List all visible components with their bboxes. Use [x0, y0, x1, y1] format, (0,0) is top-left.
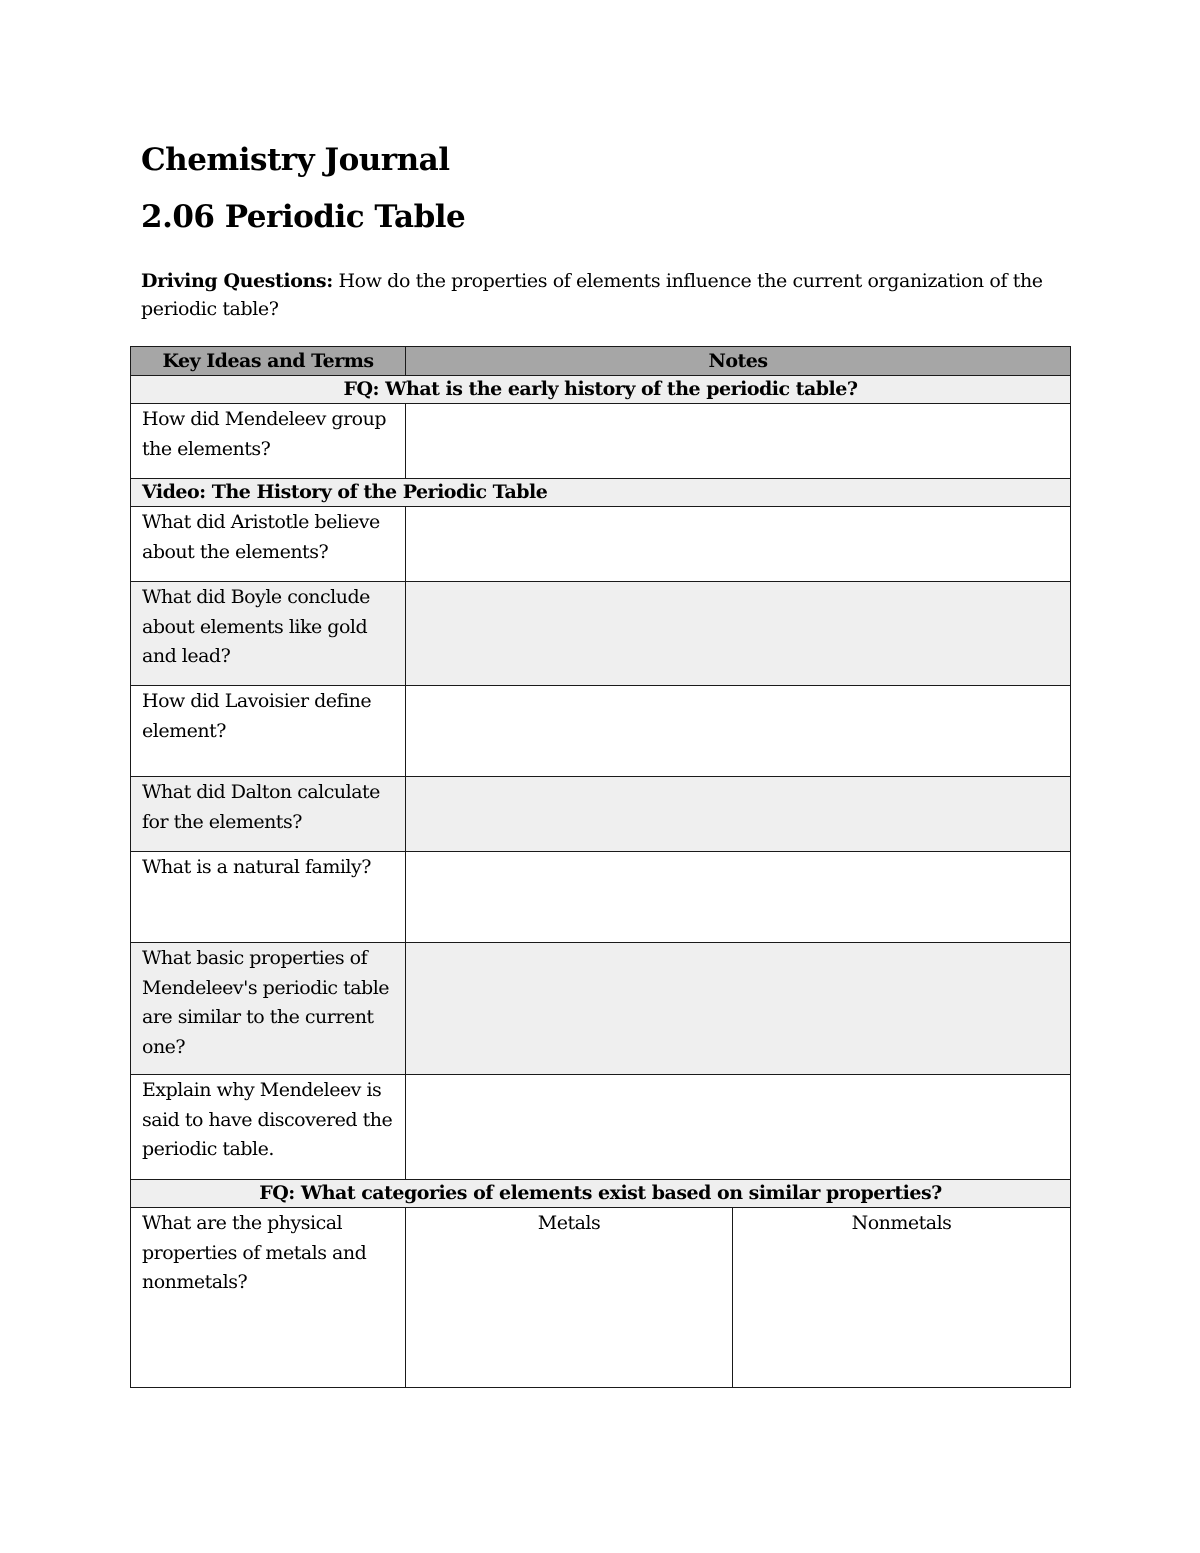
journal-table — [130, 346, 1071, 1388]
notes-cell[interactable] — [406, 582, 1071, 686]
question-boyle: What did Boyle conclude about elements like gold and lead? — [131, 582, 406, 686]
metals-column[interactable] — [406, 1208, 733, 1388]
header-notes: Notes — [406, 347, 1071, 376]
video-title: Video: The History of the Periodic Table — [131, 479, 1071, 507]
question-natural-family: What is a natural family? — [131, 852, 406, 943]
focus-question-row — [131, 1180, 1071, 1208]
question-physical-properties: What are the physical properties of metals and nonmetals? — [131, 1208, 406, 1388]
driving-questions-text: How do the properties of elements influence the current organization of the periodic table? — [141, 270, 1043, 320]
question-mendeleev-group: How did Mendeleev group the elements? — [131, 404, 406, 479]
table-row — [131, 507, 1071, 582]
question-basic-properties: What basic properties of Mendeleev's periodic table are similar to the current one? — [131, 943, 406, 1075]
question-dalton: What did Dalton calculate for the elements? — [131, 777, 406, 852]
table-row — [131, 1208, 1071, 1388]
notes-cell[interactable] — [406, 852, 1071, 943]
question-explain-mendeleev: Explain why Mendeleev is said to have discovered the periodic table. — [131, 1075, 406, 1180]
question-aristotle: What did Aristotle believe about the elements? — [131, 507, 406, 582]
table-row — [131, 777, 1071, 852]
table-row — [131, 852, 1071, 943]
notes-cell[interactable] — [406, 404, 1071, 479]
notes-cell[interactable] — [406, 686, 1071, 777]
focus-question-1: FQ: What is the early history of the periodic table? — [131, 376, 1071, 404]
document-subtitle: 2.06 Periodic Table — [141, 199, 466, 235]
table-row — [131, 943, 1071, 1075]
question-lavoisier: How did Lavoisier define element? — [131, 686, 406, 777]
table-row — [131, 404, 1071, 479]
focus-question-2: FQ: What categories of elements exist based on similar properties? — [131, 1180, 1071, 1208]
notes-cell[interactable] — [406, 777, 1071, 852]
table-row — [131, 686, 1071, 777]
notes-cell[interactable] — [406, 507, 1071, 582]
driving-questions-label: Driving Questions: — [141, 270, 333, 292]
metals-label: Metals — [537, 1212, 601, 1234]
document-title: Chemistry Journal — [141, 142, 450, 178]
nonmetals-label: Nonmetals — [851, 1212, 952, 1234]
table-row — [131, 1075, 1071, 1180]
driving-questions — [141, 267, 1061, 323]
nonmetals-column[interactable] — [733, 1208, 1071, 1388]
notes-cell[interactable] — [406, 1075, 1071, 1180]
table-header-row — [131, 347, 1071, 376]
focus-question-row — [131, 376, 1071, 404]
video-section-row — [131, 479, 1071, 507]
header-key-ideas: Key Ideas and Terms — [131, 347, 406, 376]
table-row — [131, 582, 1071, 686]
notes-cell[interactable] — [406, 943, 1071, 1075]
